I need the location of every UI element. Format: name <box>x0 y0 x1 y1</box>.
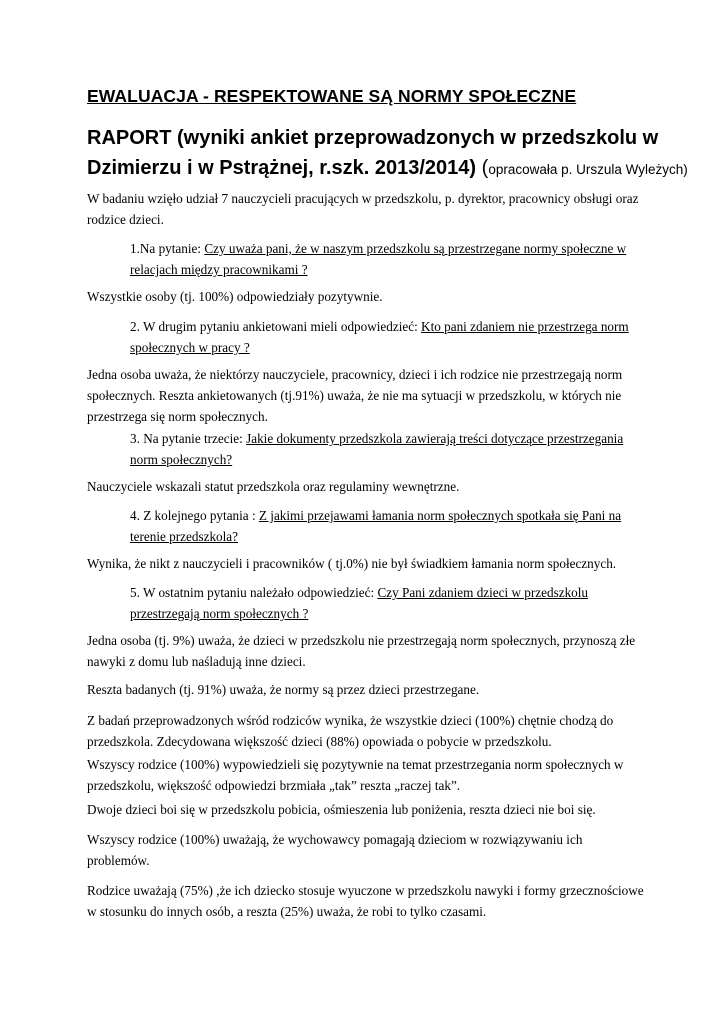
parents-paragraph-5: Rodzice uważają (75%) ,że ich dziecko stosuje wyuczone w przedszkolu nawyki i formy grzecznościowe w stosunku do innych osób, a reszta (25%) uważa, że robi to tylko czasami. <box>87 883 644 919</box>
parents-paragraph-4: Wszyscy rodzice (100%) uważają, że wychowawcy pomagają dzieciom w rozwiązywaniu ich problemów. <box>87 832 583 868</box>
question-5-text: Czy Pani zdaniem dzieci w przedszkolu przestrzegają norm społecznych ? <box>130 585 589 621</box>
report-heading <box>87 123 697 185</box>
question-1-prefix: 1.Na pytanie: <box>130 241 205 256</box>
question-5 <box>130 582 630 624</box>
answer-5-majority: Reszta badanych (tj. 91%) uważa, że normy są przez dzieci przestrzegane. <box>87 682 480 697</box>
parents-paragraph-1: Z badań przeprowadzonych wśród rodziców wynika, że wszystkie dzieci (100%) chętnie chodzą do przedszkola. Zdecydowana większość dzieci (88%) opowiada o pobycie w przedszkolu. <box>87 713 614 749</box>
question-2 <box>130 316 630 358</box>
parents-paragraph-2: Wszyscy rodzice (100%) wypowiedzieli się pozytywnie na temat przestrzegania norm społecznych w przedszkolu, większość odpowiedzi brzmiała „tak” reszta „raczej tak”. <box>87 757 624 793</box>
question-2-text: Kto pani zdaniem nie przestrzega norm społecznych w pracy ? <box>130 319 629 355</box>
question-3-prefix: 3. Na pytanie trzecie: <box>130 431 247 446</box>
question-5-prefix: 5. W ostatnim pytaniu należało odpowiedzieć: <box>130 585 378 600</box>
answer-3: Nauczyciele wskazali statut przedszkola oraz regulaminy wewnętrzne. <box>87 479 460 494</box>
answer-5-minority: Jedna osoba (tj. 9%) uważa, że dzieci w przedszkolu nie przestrzegają norm społecznych, przynoszą złe nawyki z domu lub naśladują inne dzieci. <box>87 633 636 669</box>
question-3 <box>130 428 630 470</box>
report-author: opracowała p. Urszula Wyleżych) <box>488 162 688 177</box>
answer-1: Wszystkie osoby (tj. 100%) odpowiedziały pozytywnie. <box>87 289 383 304</box>
document-title: EWALUACJA - RESPEKTOWANE SĄ NORMY SPOŁECZNE <box>87 86 577 106</box>
question-3-text: Jakie dokumenty przedszkola zawierają treści dotyczące przestrzegania norm społecznych? <box>130 431 624 467</box>
report-title: RAPORT (wyniki ankiet przeprowadzonych w przedszkolu w Dzimierzu i w Pstrążnej, r.szk. 2013/2014) <box>87 127 659 179</box>
author-open-paren: ( <box>481 157 489 179</box>
question-1 <box>130 238 630 280</box>
question-4-prefix: 4. Z kolejnego pytania : <box>130 508 259 523</box>
question-1-text: Czy uważa pani, że w naszym przedszkolu są przestrzegane normy społeczne w relacjach między pracownikami ? <box>130 241 627 277</box>
answer-4: Wynika, że nikt z nauczycieli i pracowników ( tj.0%) nie był świadkiem łamania norm społecznych. <box>87 556 617 571</box>
question-4 <box>130 505 630 547</box>
answer-2: Jedna osoba uważa, że niektórzy nauczyciele, pracownicy, dzieci i ich rodzice nie przestrzegają norm społecznych. Reszta ankietowanych (tj.91%) uważa, że nie ma sytuacji w przedszkolu, w których nie przestrzega się norm społecznych. <box>87 367 623 424</box>
intro-paragraph: W badaniu wzięło udział 7 nauczycieli pracujących w przedszkolu, p. dyrektor, pracownicy obsługi oraz rodzice dzieci. <box>87 191 639 227</box>
question-4-text: Z jakimi przejawami łamania norm społecznych spotkała się Pani na terenie przedszkola? <box>130 508 622 544</box>
parents-paragraph-3: Dwoje dzieci boi się w przedszkolu pobicia, ośmieszenia lub poniżenia, reszta dzieci nie boi się. <box>87 802 596 817</box>
question-2-prefix: 2. W drugim pytaniu ankietowani mieli odpowiedzieć: <box>130 319 422 334</box>
